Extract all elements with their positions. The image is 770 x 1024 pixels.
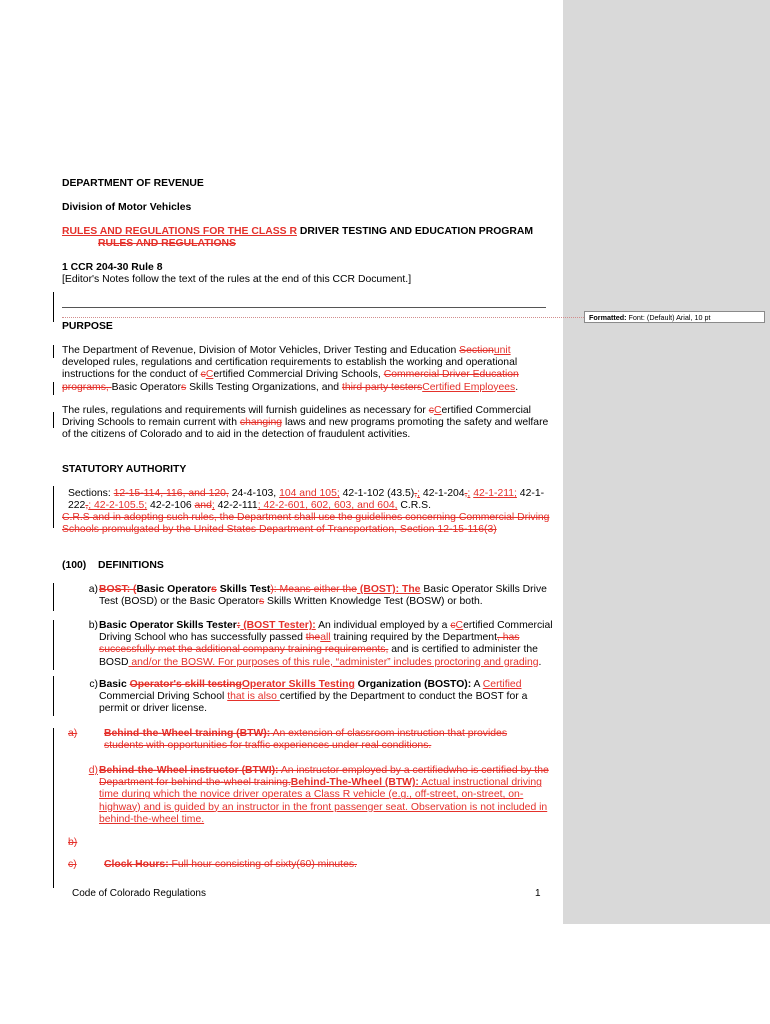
deleted-title-line xyxy=(98,238,236,250)
inserted-text: Operator Skills Testing xyxy=(241,679,355,690)
list-marker: a) xyxy=(88,584,98,595)
change-bar xyxy=(53,292,54,322)
page-number: 1 xyxy=(535,888,541,899)
deleted-text: Clock Hours: xyxy=(104,859,169,870)
inserted-text: all xyxy=(320,632,331,644)
statutory-heading: STATUTORY AUTHORITY xyxy=(62,464,187,475)
deleted-text: Section xyxy=(459,345,494,356)
statutory-deleted-paragraph xyxy=(62,512,552,536)
comment-connector xyxy=(62,317,584,318)
list-marker: d) xyxy=(88,765,98,776)
inserted-text: Actual instructional driving time during which the novice driver operates a Class R vehicle (e.g., off-street, on-street, on-highway) and is guided by an instructor in the front passenger seat. Observation is not included in behind-the-wheel time. xyxy=(99,777,548,825)
deleted-text: c xyxy=(450,620,456,631)
deleted-text: third party testers xyxy=(341,381,423,393)
inserted-text: ; 42-2-601, 602, 603, and 604, xyxy=(257,500,398,512)
deleted-text: s xyxy=(180,381,187,393)
deleted-text: changing xyxy=(239,417,283,429)
footer-title: Code of Colorado Regulations xyxy=(72,888,206,899)
deleted-text: ): Means either the xyxy=(270,584,357,595)
deleted-text: c xyxy=(428,405,434,416)
deleted-text: s xyxy=(211,584,217,595)
inserted-text: Certified Employees xyxy=(422,381,516,393)
list-marker: c) xyxy=(89,679,98,690)
deleted-text: An extension of classroom instruction that provides students with opportunities for traffic experiences under real conditions. xyxy=(104,728,508,752)
deleted-text: and xyxy=(194,500,212,512)
deleted-text: , xyxy=(414,488,418,499)
deleted-text: , xyxy=(464,488,468,499)
page-bottom xyxy=(0,924,770,1024)
deleted-text: , has successfully met the additional company training requirements, xyxy=(99,632,520,656)
inserted-text: (BOST Tester): xyxy=(240,620,316,631)
inserted-text: C xyxy=(433,405,442,416)
deleted-text: Full hour consisting of sixty(60) minutes. xyxy=(168,859,357,870)
change-bar xyxy=(53,382,54,395)
inserted-text: C xyxy=(205,369,214,381)
deleted-text: Behind-the-Wheel instructor (BTWI): xyxy=(99,765,279,776)
deleted-text: 12-15-114, 116, and 120, xyxy=(113,488,229,499)
inserted-text: ; xyxy=(467,488,471,499)
definitions-heading: DEFINITIONS xyxy=(98,560,164,571)
list-marker: a) xyxy=(68,728,78,739)
inserted-text: unit xyxy=(493,345,511,356)
comment-label: Formatted: xyxy=(589,313,627,322)
document-page: DEPARTMENT OF REVENUE Division of Motor Vehicles RULES AND REGULATIONS FOR THE CLASS R DRIVER TESTING AND EDUCATION PROGRAM RULES AND REGULATIONS 1 CCR 204-30 Rule 8 [Editor's Notes follow the text of the rules at the end of this CCR Document.] PURPOSE The Department of Revenue, Division of Motor Vehicles, Driver Testing and Education Sectionunit developed rules, regulations and certification requirements to establish the working and operational instructions for the conduct of cCertified Commercial Driving Schools, Commercial Driver Education programs, Basic Operators Skills Testing Organizations, and third party testersCertified Employees. The rules, regulations and requirements will furnish guidelines as necessary for cCertified Commercial Driving Schools to remain current with changing laws and new programs promoting the safety and welfare of the citizens of Colorado and to aid in the detection of fraudulent activities. STATUTORY AUTHORITY Sections: 12-15-114, 116, and 120, 24-4-103, 104 and 105; 42-1-102 (43.5),; 42-1-204,; 42-1-211; 42-1-222,; 42-2-105.5; 42-2-106 and; 42-2-111; 42-2-601, 602, 603, and 604, C.R.S. C.R.S and in adopting such rules, the Department shall use the guidelines concerning Commercial Driving Schools promulgated by the United States Department of Transportation, Section 12-15-116(3) (100) DEFINITIONS a) BOST: (Basic Operators Skills Test): Means either the (BOST): The Basic Operator Skills Drive Test (BOSD) or the Basic Operators Skills Written Knowledge Test (BOSW) or both. b) Basic Operator Skills Tester: (BOST Tester): An individual employed by a cCertified Commercial Driving School who has successfully passed theall training required by the Department, has successfully met the additional company training requirements, and is certified to administer the BOSD and/or the BOSW. For purposes of this rule, “administer” includes proctoring and grading. c) Basic Operator's skill testingOperator Skills Testing Organization (BOSTO): A Certified Commercial Driving School that is also certified by the Department to conduct the BOST for a permit or driver license. a) Behind-the-Wheel training (BTW): An extension of classroom instruction that provides students with opportunities for traffic experiences under real conditions. d) Behind-the-Wheel instructor (BTWI): An instructor employed by a certifiedwho is certified by the Department for behind-the-wheel training.Behind-The-Wheel (BTW): Actual instructional driving time during which the novice driver operates a Class R vehicle (e.g., off-street, on-street, on-highway) and is guided by an instructor in the front passenger seat. Observation is not included in behind-the-wheel time. b) c) Clock Hours: Full hour consisting of sixty(60) minutes. Code of Colorado Regulations 1 xyxy=(0,0,560,924)
purpose-paragraph-2: The rules, regulations and requirements will furnish guidelines as necessary for cCertified Commercial Driving Schools to remain current with changing laws and new programs promoting the safety and welfare of the citizens of Colorado and to aid in the detection of fraudulent activities. xyxy=(62,405,549,441)
inserted-text: RULES AND REGULATIONS FOR THE CLASS R xyxy=(62,226,297,237)
deleted-text: Commercial Driver Education programs, xyxy=(62,369,519,393)
inserted-text: 42-1-211; xyxy=(473,488,517,499)
inserted-text: 104 and 105; xyxy=(279,488,340,499)
change-bar xyxy=(53,345,54,358)
inserted-text: ; xyxy=(417,488,421,499)
inserted-text: C xyxy=(455,620,464,631)
change-bar xyxy=(53,728,54,888)
purpose-heading: PURPOSE xyxy=(62,321,113,332)
inserted-text: that is also xyxy=(227,691,280,703)
deleted-text: RULES AND REGULATIONS xyxy=(98,238,236,249)
division-heading: Division of Motor Vehicles xyxy=(62,202,192,213)
inserted-text: ; xyxy=(211,500,215,512)
deleted-text: Operator's skill testing xyxy=(129,679,242,690)
title-text: DRIVER TESTING AND EDUCATION PROGRAM xyxy=(296,226,534,237)
list-marker: b) xyxy=(68,837,78,848)
list-marker: b) xyxy=(88,620,98,631)
statutory-sections: Sections: 12-15-114, 116, and 120, 24-4-103, 104 and 105; 42-1-102 (43.5),; 42-1-204,; 42-1-211; 42-1-222,; 42-2-105.5; 42-2-106 and; 42-2-111; 42-2-601, 602, 603, and 604, C.R.S. xyxy=(68,488,545,512)
comment-text: Font: (Default) Arial, 10 pt xyxy=(628,313,711,322)
inserted-text: Behind-The-Wheel (BTW): xyxy=(290,777,419,789)
document-title xyxy=(62,226,533,238)
inserted-text: Certified xyxy=(482,679,522,690)
change-bar xyxy=(53,486,54,528)
department-heading: DEPARTMENT OF REVENUE xyxy=(62,178,204,189)
deleted-text: c xyxy=(200,369,206,381)
comment-margin-pane xyxy=(563,0,770,924)
section-divider xyxy=(62,307,546,308)
definitions-number: (100) xyxy=(62,560,87,571)
change-bar xyxy=(53,412,54,428)
deleted-text: An instructor employed by a certifiedwho is certified by the Department for behind-the-wheel training. xyxy=(99,765,549,789)
purpose-paragraph-1: The Department of Revenue, Division of Motor Vehicles, Driver Testing and Education Sectionunit developed rules, regulations and certification requirements to establish the working and operational instructions for the conduct of cCertified Commercial Driving Schools, Commercial Driver Education programs, Basic Operators Skills Testing Organizations, and third party testersCertified Employees. xyxy=(62,345,519,393)
deleted-text: BOST: ( xyxy=(99,584,137,595)
inserted-text: (BOST): The xyxy=(356,584,421,595)
deleted-text: , xyxy=(85,500,89,512)
list-marker: c) xyxy=(68,859,77,870)
deleted-text: C.R.S and in adopting such rules, the Department shall use the guidelines concerning Commercial Driving Schools promulgated by the United States Department of Transportation, Section 12-15-116(3) xyxy=(62,512,550,536)
inserted-text: ; 42-2-105.5; xyxy=(88,500,148,512)
format-comment-balloon[interactable] xyxy=(584,311,765,323)
deleted-text: Behind-the-Wheel training (BTW): xyxy=(104,728,271,739)
editor-note: [Editor's Notes follow the text of the rules at the end of this CCR Document.] xyxy=(62,274,412,285)
inserted-text: and/or the BOSW. For purposes of this rule, “administer” includes proctoring and grading xyxy=(128,656,539,668)
rule-number: 1 CCR 204-30 Rule 8 xyxy=(62,262,163,273)
deleted-text: the xyxy=(305,632,321,644)
deleted-text: : xyxy=(236,620,241,631)
deleted-text: s xyxy=(258,596,265,608)
